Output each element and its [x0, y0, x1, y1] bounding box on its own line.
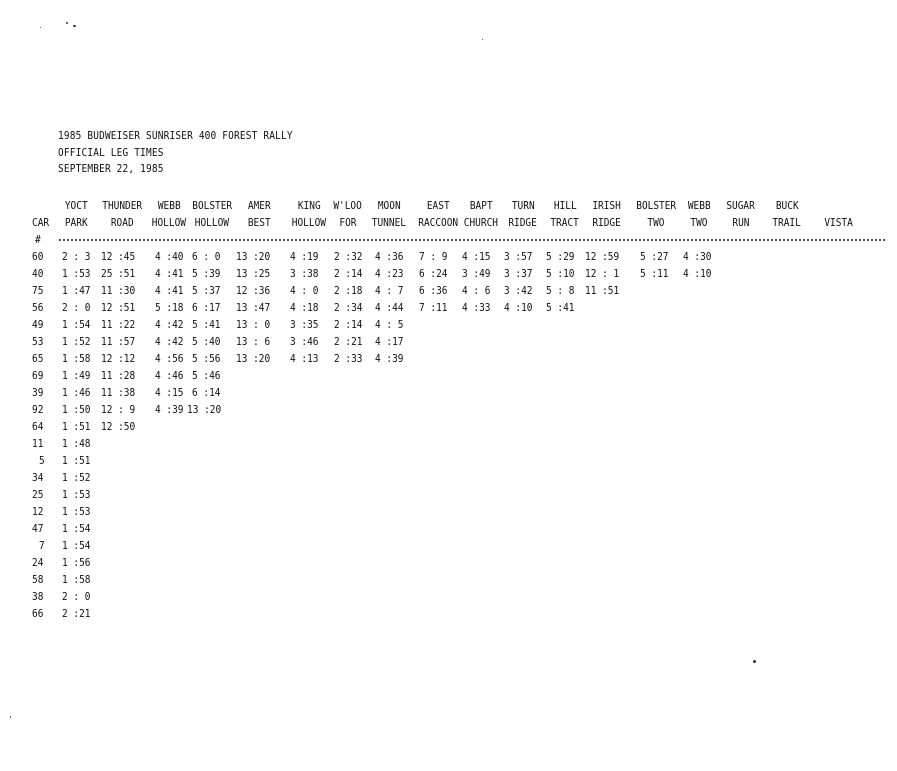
leg-time: 4 :13 — [290, 352, 319, 365]
leg-time: 2 : 3 — [62, 250, 91, 263]
column-header-text: WEBB — [687, 199, 711, 212]
column-header-line1 — [188, 197, 236, 214]
car-number: 60 — [32, 250, 44, 263]
leg-time: 12 :51 — [101, 301, 136, 314]
car-number: 75 — [32, 284, 44, 297]
leg-time: 12 :45 — [101, 250, 136, 263]
leg-time: 2 :34 — [334, 301, 363, 314]
leg-time: 5 :46 — [192, 369, 221, 382]
column-header-line2 — [235, 214, 283, 231]
column-header-line1 — [675, 197, 723, 214]
column-header-line1 — [499, 197, 547, 214]
leg-time: 13 :20 — [187, 403, 222, 416]
leg-time: 12 : 9 — [101, 403, 136, 416]
leg-time: 11 :22 — [101, 318, 136, 331]
leg-time: 5 :11 — [640, 267, 669, 280]
leg-time: 1 :54 — [62, 318, 91, 331]
scan-speck — [753, 660, 756, 663]
leg-time: 4 :39 — [155, 403, 184, 416]
leg-time: 3 :38 — [290, 267, 319, 280]
leg-time: 12 :36 — [236, 284, 271, 297]
column-header-text: YOCT — [64, 199, 88, 212]
leg-time: 4 :18 — [290, 301, 319, 314]
leg-time: 3 :49 — [462, 267, 491, 280]
scan-speck — [73, 25, 76, 27]
leg-time: 2 :21 — [62, 607, 91, 620]
column-header-text: RIDGE — [592, 216, 622, 229]
car-number: 69 — [32, 369, 44, 382]
column-header-line1 — [583, 197, 631, 214]
scan-speck — [482, 39, 483, 40]
leg-time: 11 :57 — [101, 335, 136, 348]
column-header-line1 — [145, 197, 193, 214]
leg-time: 1 :49 — [62, 369, 91, 382]
car-number: 38 — [32, 590, 44, 603]
leg-time: 4 :10 — [683, 267, 712, 280]
car-number-symbol: # — [35, 233, 41, 246]
leg-time: 1 :56 — [62, 556, 91, 569]
car-number: 34 — [32, 471, 44, 484]
leg-time: 6 : 0 — [192, 250, 221, 263]
column-header-text: THUNDER — [102, 199, 142, 212]
car-number: 64 — [32, 420, 44, 433]
scan-speck — [40, 27, 41, 28]
column-header-text: HILL — [553, 199, 577, 212]
leg-time: 3 :42 — [504, 284, 533, 297]
leg-time: 4 :10 — [504, 301, 533, 314]
column-header-text: BOLSTER — [192, 199, 232, 212]
column-header-line1 — [717, 197, 765, 214]
column-header-line2 — [815, 214, 863, 231]
leg-time: 2 : 0 — [62, 301, 91, 314]
column-header-line2 — [499, 214, 547, 231]
leg-time: 13 :25 — [236, 267, 271, 280]
column-header-line2 — [52, 214, 100, 231]
leg-time: 6 :14 — [192, 386, 221, 399]
car-column-header: CAR — [32, 216, 50, 229]
column-header-text: PARK — [64, 216, 88, 229]
leg-time: 4 :15 — [462, 250, 491, 263]
column-header-line2 — [457, 214, 505, 231]
column-header-text: TRAIL — [772, 216, 802, 229]
column-header-line1 — [414, 197, 462, 214]
leg-time: 2 : 0 — [62, 590, 91, 603]
column-header-line2 — [188, 214, 236, 231]
leg-time: 4 :23 — [375, 267, 404, 280]
leg-time: 4 :42 — [155, 318, 184, 331]
leg-time: 3 :57 — [504, 250, 533, 263]
document-header — [58, 128, 293, 178]
leg-time: 1 :51 — [62, 420, 91, 433]
leg-time: 1 :52 — [62, 335, 91, 348]
leg-time: 1 :53 — [62, 505, 91, 518]
leg-time: 5 :29 — [546, 250, 575, 263]
column-header-line1 — [632, 197, 680, 214]
car-number: 58 — [32, 573, 44, 586]
car-number: 47 — [32, 522, 44, 535]
document-subtitle: OFFICIAL LEG TIMES — [58, 145, 164, 159]
leg-time: 1 :53 — [62, 267, 91, 280]
leg-time: 5 :56 — [192, 352, 221, 365]
leg-time: 1 :53 — [62, 488, 91, 501]
car-number: 12 — [32, 505, 44, 518]
car-number: 11 — [32, 437, 44, 450]
document-date: SEPTEMBER 22, 1985 — [58, 162, 164, 175]
leg-time: 1 :54 — [62, 522, 91, 535]
leg-time: 5 :10 — [546, 267, 575, 280]
column-header-line1 — [815, 197, 863, 214]
leg-time: 5 :41 — [546, 301, 575, 314]
column-header-line1 — [365, 197, 413, 214]
column-header-text: TUNNEL — [371, 216, 407, 229]
car-number: 92 — [32, 403, 44, 416]
column-header-text: BUCK — [775, 199, 799, 212]
leg-time: 4 :40 — [155, 250, 184, 263]
leg-time: 1 :51 — [62, 454, 91, 467]
leg-time: 5 :37 — [192, 284, 221, 297]
leg-time: 2 :33 — [334, 352, 363, 365]
column-header-text: TWO — [647, 216, 665, 229]
car-number: 56 — [32, 301, 44, 314]
column-header-line1 — [763, 197, 811, 214]
leg-time: 1 :46 — [62, 386, 91, 399]
leg-time: 3 :37 — [504, 267, 533, 280]
leg-time: 4 :39 — [375, 352, 404, 365]
leg-time: 4 :41 — [155, 267, 184, 280]
leg-time: 5 :41 — [192, 318, 221, 331]
leg-time: 1 :58 — [62, 573, 91, 586]
car-number: 53 — [32, 335, 44, 348]
leg-time: 2 :21 — [334, 335, 363, 348]
column-header-line2 — [98, 214, 146, 231]
column-header-text: TRACT — [550, 216, 580, 229]
column-header-text: SUGAR — [726, 199, 756, 212]
leg-time: 4 :19 — [290, 250, 319, 263]
leg-time: 4 :42 — [155, 335, 184, 348]
leg-time: 1 :50 — [62, 403, 91, 416]
leg-time: 5 : 8 — [546, 284, 575, 297]
leg-time: 1 :58 — [62, 352, 91, 365]
car-number: 66 — [32, 607, 44, 620]
leg-time: 7 :11 — [419, 301, 448, 314]
column-header-text: EAST — [426, 199, 450, 212]
leg-time: 5 :39 — [192, 267, 221, 280]
leg-time: 13 :20 — [236, 352, 271, 365]
car-number: 65 — [32, 352, 44, 365]
leg-time: 12 : 1 — [585, 267, 620, 280]
column-header-text: W'LOO — [333, 199, 363, 212]
car-number: 40 — [32, 267, 44, 280]
column-header-text: HOLLOW — [194, 216, 230, 229]
leg-time: 13 : 6 — [236, 335, 271, 348]
leg-time: 5 :18 — [155, 301, 184, 314]
leg-time: 12 :12 — [101, 352, 136, 365]
leg-time: 4 :15 — [155, 386, 184, 399]
leg-time: 4 :30 — [683, 250, 712, 263]
column-header-text: TURN — [511, 199, 535, 212]
column-header-text: RACCOON — [418, 216, 458, 229]
leg-time: 4 :41 — [155, 284, 184, 297]
column-header-text: RUN — [732, 216, 750, 229]
leg-time: 11 :28 — [101, 369, 136, 382]
leg-time: 2 :14 — [334, 267, 363, 280]
column-header-line2 — [632, 214, 680, 231]
column-header-line1 — [98, 197, 146, 214]
column-header-text: ROAD — [110, 216, 134, 229]
car-number: 24 — [32, 556, 44, 569]
column-header-text: BOLSTER — [636, 199, 676, 212]
column-header-line1 — [457, 197, 505, 214]
leg-time: 12 :59 — [585, 250, 620, 263]
car-number: 7 — [39, 539, 45, 552]
column-header-line2 — [675, 214, 723, 231]
leg-time: 11 :30 — [101, 284, 136, 297]
leg-time: 2 :14 — [334, 318, 363, 331]
column-header-text: HOLLOW — [291, 216, 327, 229]
leg-time: 3 :46 — [290, 335, 319, 348]
column-header-text: WEBB — [157, 199, 181, 212]
leg-time: 12 :50 — [101, 420, 136, 433]
leg-time: 4 :44 — [375, 301, 404, 314]
leg-time: 4 : 0 — [290, 284, 319, 297]
column-header-line1 — [235, 197, 283, 214]
column-header-text: AMER — [247, 199, 271, 212]
scan-speck — [66, 22, 68, 24]
scan-speck — [10, 716, 11, 718]
column-header-text: BEST — [247, 216, 271, 229]
column-header-line2 — [717, 214, 765, 231]
leg-time: 1 :48 — [62, 437, 91, 450]
column-header-text: VISTA — [824, 216, 854, 229]
document-title: 1985 BUDWEISER SUNRISER 400 FOREST RALLY — [58, 129, 293, 142]
column-header-text: IRISH — [592, 199, 622, 212]
leg-time: 6 :36 — [419, 284, 448, 297]
leg-time: 5 :40 — [192, 335, 221, 348]
column-header-text: RIDGE — [508, 216, 538, 229]
column-header-line2 — [541, 214, 589, 231]
column-header-text: BAPT — [469, 199, 493, 212]
leg-time: 5 :27 — [640, 250, 669, 263]
leg-time: 6 :17 — [192, 301, 221, 314]
leg-time: 11 :38 — [101, 386, 136, 399]
column-header-text: HOLLOW — [151, 216, 187, 229]
leg-time: 4 :17 — [375, 335, 404, 348]
leg-time: 11 :51 — [585, 284, 620, 297]
leg-time: 13 :20 — [236, 250, 271, 263]
leg-time: 4 :56 — [155, 352, 184, 365]
column-header-line2 — [145, 214, 193, 231]
header-rule — [58, 238, 886, 242]
column-header-line2 — [414, 214, 462, 231]
leg-time: 2 :18 — [334, 284, 363, 297]
column-header-line2 — [365, 214, 413, 231]
leg-time: 4 : 6 — [462, 284, 491, 297]
leg-time: 4 :33 — [462, 301, 491, 314]
column-header-line1 — [541, 197, 589, 214]
leg-time: 4 : 7 — [375, 284, 404, 297]
column-header-text: TWO — [690, 216, 708, 229]
leg-time: 13 : 0 — [236, 318, 271, 331]
leg-time: 25 :51 — [101, 267, 136, 280]
leg-time: 1 :54 — [62, 539, 91, 552]
column-header-line2 — [763, 214, 811, 231]
leg-time: 13 :47 — [236, 301, 271, 314]
leg-time: 7 : 9 — [419, 250, 448, 263]
leg-time: 1 :47 — [62, 284, 91, 297]
column-header-text: KING — [297, 199, 321, 212]
car-number: 39 — [32, 386, 44, 399]
column-header-text: FOR — [339, 216, 357, 229]
leg-time: 4 :36 — [375, 250, 404, 263]
leg-time: 4 :46 — [155, 369, 184, 382]
column-header-text: MOON — [377, 199, 401, 212]
car-number: 49 — [32, 318, 44, 331]
column-header-text: CHURCH — [463, 216, 499, 229]
car-number: 5 — [39, 454, 45, 467]
leg-time: 2 :32 — [334, 250, 363, 263]
car-number: 25 — [32, 488, 44, 501]
leg-time: 4 : 5 — [375, 318, 404, 331]
leg-time: 6 :24 — [419, 267, 448, 280]
column-header-line2 — [583, 214, 631, 231]
column-header-line1 — [52, 197, 100, 214]
leg-time: 1 :52 — [62, 471, 91, 484]
leg-time: 3 :35 — [290, 318, 319, 331]
